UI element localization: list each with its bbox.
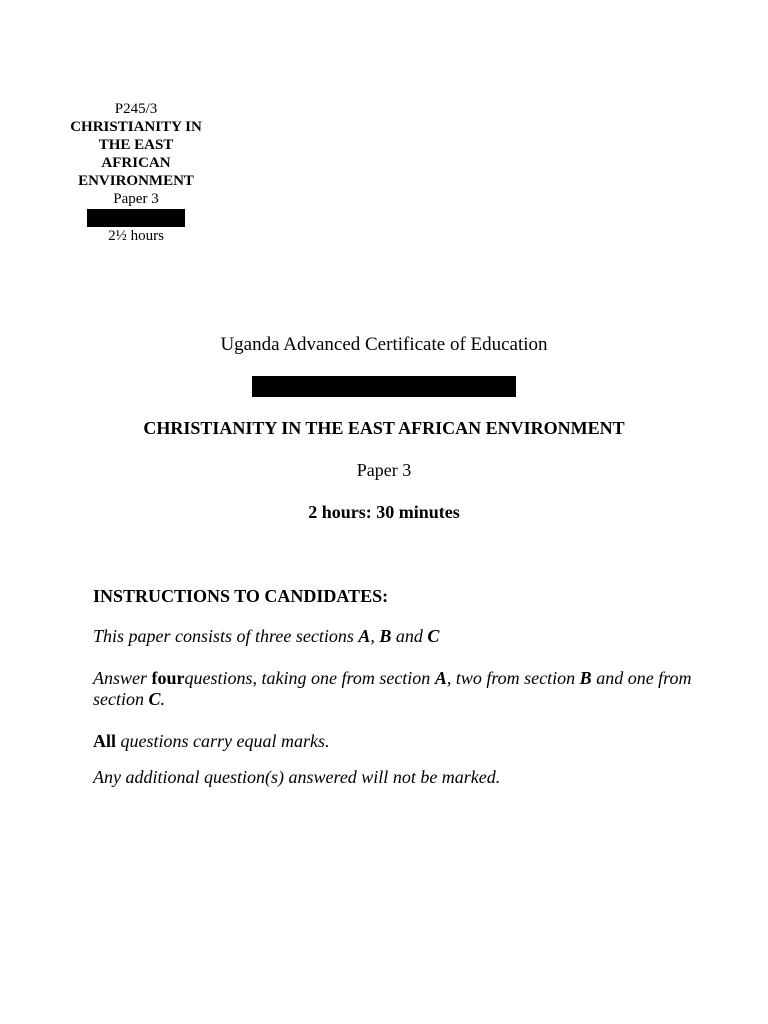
header-subject-line-3: AFRICAN — [101, 155, 171, 171]
header-block — [56, 100, 216, 245]
certificate-title: Uganda Advanced Certificate of Education — [220, 334, 548, 355]
header-subject-line-4: ENVIRONMENT — [78, 173, 194, 189]
header-duration: 2½ hours — [108, 228, 164, 244]
instruction-marks: All questions carry equal marks. — [93, 731, 330, 751]
instructions-heading: INSTRUCTIONS TO CANDIDATES: — [93, 586, 389, 606]
instructions-section — [93, 585, 693, 788]
instruction-sections: This paper consists of three sections A, B and C — [93, 626, 440, 646]
header-subject-line-1: CHRISTIANITY IN — [70, 119, 202, 135]
instruction-answer: Answer fourquestions, taking one from section A, two from section B and one from section C. — [93, 668, 692, 709]
redaction-bar-small — [87, 209, 185, 227]
paper-label: Paper 3 — [356, 460, 412, 480]
instruction-additional: Any additional question(s) answered will not be marked. — [93, 767, 501, 787]
paper-code: P245/3 — [114, 101, 158, 117]
redaction-bar-large — [252, 376, 516, 397]
time-allowed: 2 hours: 30 minutes — [308, 502, 460, 522]
subject-title: CHRISTIANITY IN THE EAST AFRICAN ENVIRONMENT — [143, 418, 625, 438]
header-subject-line-2: THE EAST — [98, 137, 174, 153]
header-paper: Paper 3 — [113, 191, 159, 207]
